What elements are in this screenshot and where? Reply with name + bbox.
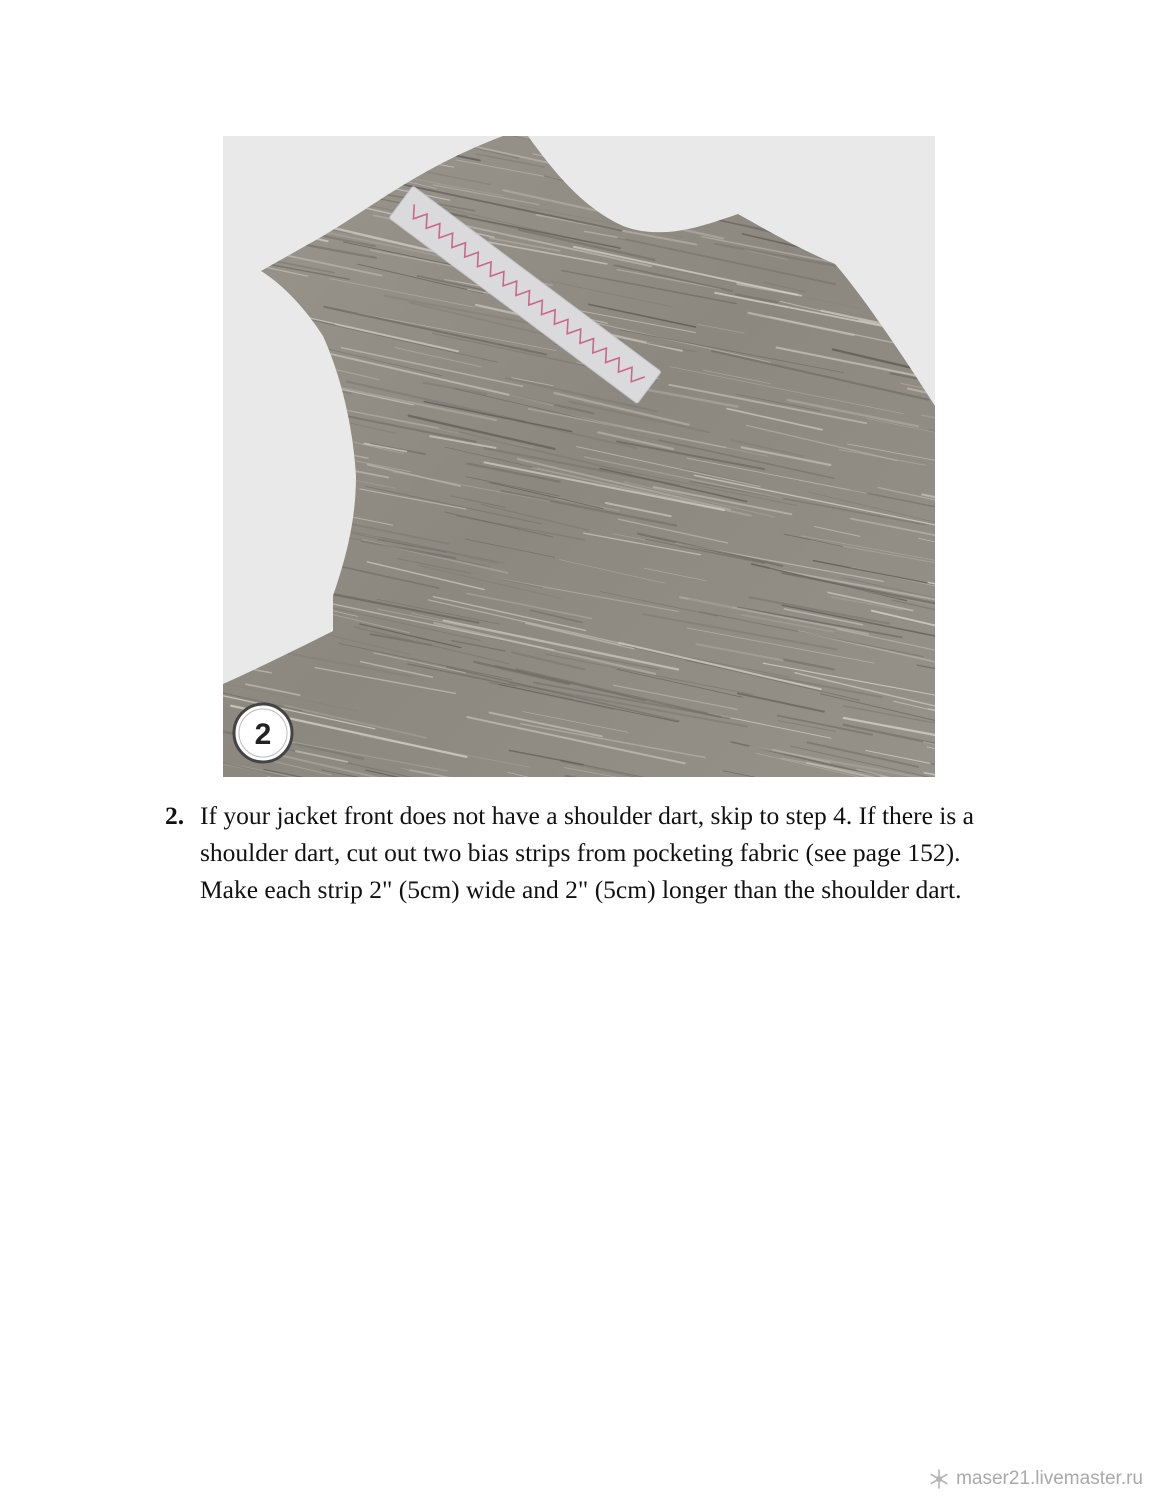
step-badge [234, 704, 292, 762]
instruction-step [165, 797, 995, 908]
watermark-text: maser21.livemaster.ru [956, 1468, 1143, 1489]
watermark [928, 1468, 1143, 1490]
step-text: If your jacket front does not have a shoulder dart, skip to step 4. If there is a shoulder dart, cut out two bias strips from pocketing fabric (see page 152). Make each strip 2" (5cm) wide and 2" (5cm) longer than the shoulder dart. [200, 801, 974, 904]
step-badge-number: 2 [254, 718, 272, 751]
step-number: 2. [165, 801, 185, 830]
snowflake-icon [928, 1468, 950, 1490]
step-photo [223, 136, 935, 777]
